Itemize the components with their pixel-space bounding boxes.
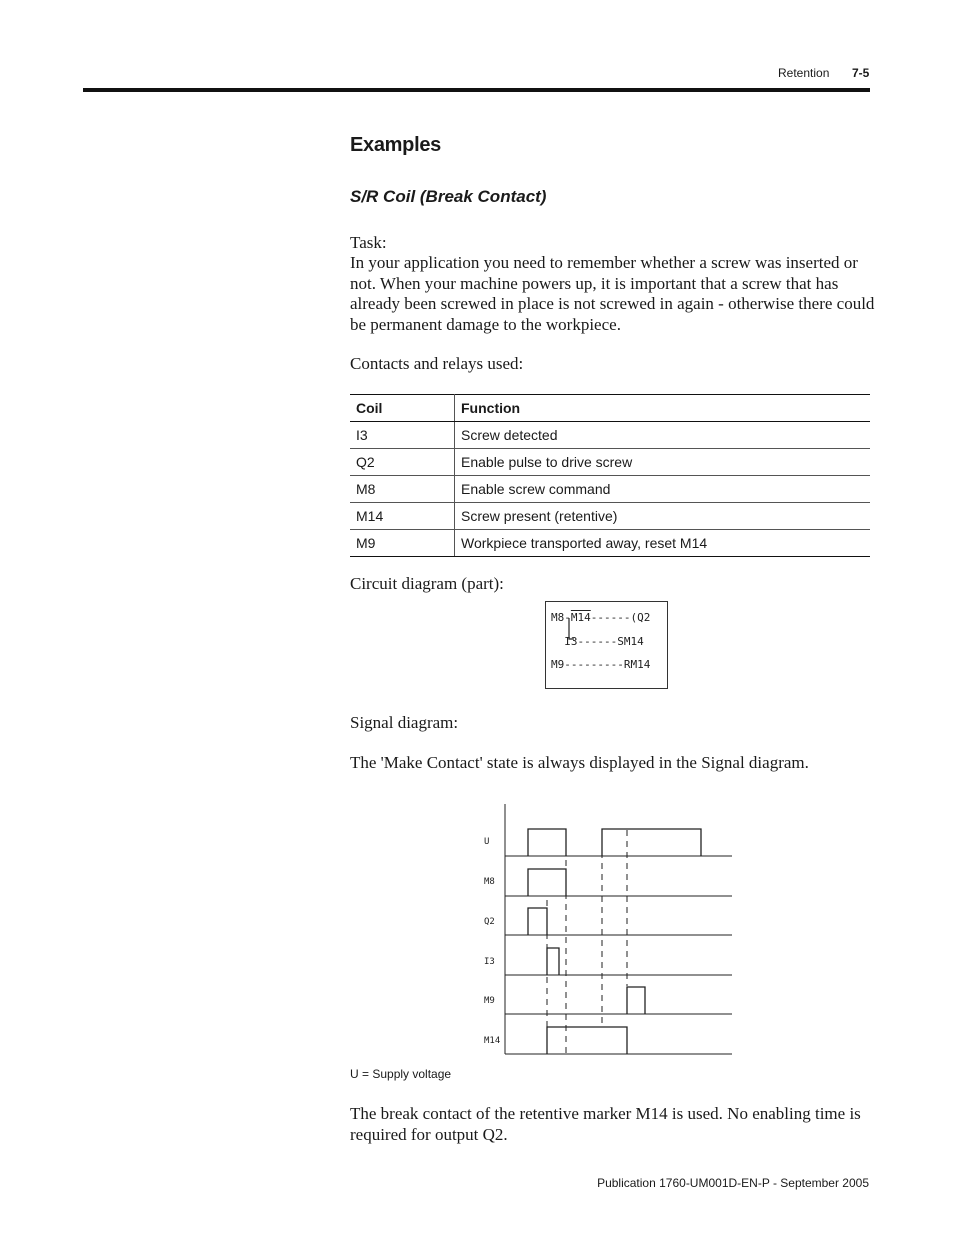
- circuit-coil-q2: ------(Q2: [590, 611, 651, 624]
- task-label: Task:: [350, 233, 387, 252]
- pulse-m14: [547, 1027, 627, 1054]
- timing-markers: [547, 830, 627, 1054]
- contacts-intro: Contacts and relays used:: [350, 354, 524, 373]
- coil-function-table: [350, 394, 870, 557]
- section-heading: Examples: [350, 134, 441, 156]
- table-row: [350, 449, 870, 476]
- pulse-i3: [547, 948, 559, 975]
- function-cell: Enable pulse to drive screw: [455, 449, 871, 476]
- pulse-m9: [627, 987, 645, 1014]
- pulse-u-1: [528, 829, 566, 856]
- closing-paragraph: The break contact of the retentive marker M14 is used. No enabling time is required for output Q2.: [350, 1104, 861, 1144]
- signal-intro: Signal diagram:: [350, 713, 459, 732]
- function-cell: Workpiece transported away, reset M14: [455, 530, 871, 557]
- footer-publication: Publication 1760-UM001D-EN-P - September 2005: [597, 1176, 869, 1190]
- function-cell: Screw present (retentive): [455, 503, 871, 530]
- coil-cell: I3: [350, 422, 455, 449]
- coil-cell: M14: [350, 503, 455, 530]
- header-page-number: 7-5: [852, 66, 870, 80]
- circuit-contact-m8: M8-: [551, 611, 571, 624]
- signal-label-q2: Q2: [484, 917, 495, 927]
- signal-label-u: U: [484, 837, 490, 847]
- circuit-line-3: M9---------RM14: [551, 658, 651, 671]
- task-description: In your application you need to remember whether a screw was inserted or not. When your machine powers up, it is important that a screw that has already been screwed in place is not screwed in again - otherwise there could be permanent damage to the workpiece.: [350, 253, 875, 334]
- table-row: [350, 503, 870, 530]
- circuit-intro: Circuit diagram (part):: [350, 574, 504, 593]
- pulse-m8: [528, 869, 566, 896]
- circuit-diagram: [545, 601, 668, 689]
- signal-pulses: [528, 829, 701, 1054]
- column-header-function: Function: [455, 395, 871, 422]
- subsection-heading: S/R Coil (Break Contact): [350, 187, 547, 206]
- circuit-branch-connector: [566, 616, 576, 644]
- signal-diagram: [470, 800, 740, 1058]
- circuit-line-2: I3------SM14: [551, 635, 644, 648]
- table-header-row: [350, 395, 870, 422]
- coil-cell: M9: [350, 530, 455, 557]
- signal-label-m8: M8: [484, 877, 495, 887]
- table-row: [350, 530, 870, 557]
- column-header-coil: Coil: [350, 395, 455, 422]
- function-cell: Screw detected: [455, 422, 871, 449]
- pulse-q2: [528, 908, 547, 935]
- header-rule: [83, 88, 870, 92]
- signal-baselines: [505, 856, 732, 1054]
- table-row: [350, 476, 870, 503]
- diagram-caption: U = Supply voltage: [350, 1067, 452, 1081]
- function-cell: Enable screw command: [455, 476, 871, 503]
- signal-label-i3: I3: [484, 957, 495, 967]
- make-contact-note: The 'Make Contact' state is always displayed in the Signal diagram.: [350, 753, 809, 772]
- signal-label-m9: M9: [484, 996, 495, 1006]
- table-row: [350, 422, 870, 449]
- circuit-contact-m14-break: M14: [570, 611, 591, 624]
- coil-cell: M8: [350, 476, 455, 503]
- coil-cell: Q2: [350, 449, 455, 476]
- pulse-u-2: [602, 829, 701, 856]
- header-section-title: Retention: [778, 66, 830, 80]
- signal-label-m14: M14: [484, 1036, 501, 1046]
